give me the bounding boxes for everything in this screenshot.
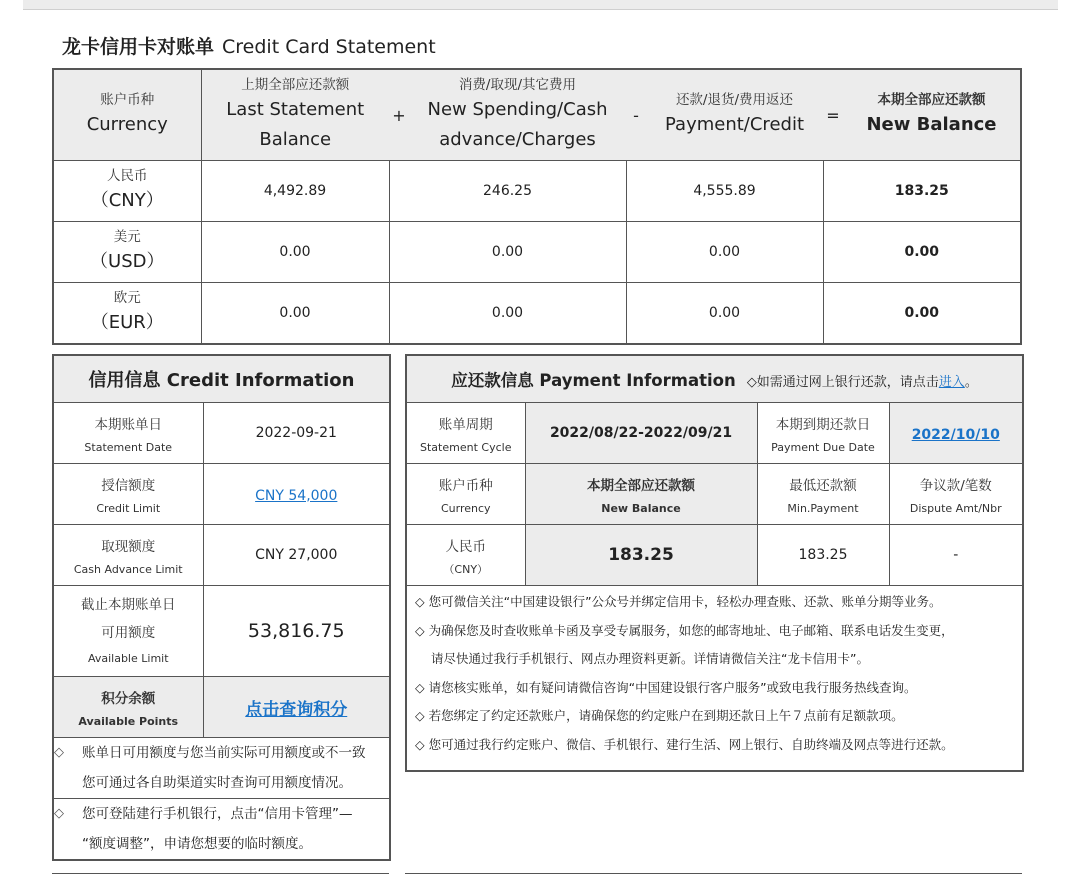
header-spend-en-2: advance/Charges (439, 129, 596, 150)
currency-en: Currency (440, 502, 491, 515)
page-title (62, 32, 436, 59)
payment-heading-row (406, 355, 1023, 403)
new-spending-cell: 0.00 (389, 283, 626, 345)
cycle-en: Statement Cycle (420, 441, 512, 454)
row-currency (53, 222, 201, 283)
row-currency (406, 525, 525, 586)
cycle-value: 2022/08/22-2022/09/21 (525, 403, 757, 464)
points-zh: 积分余额 (101, 691, 156, 707)
credit-note-2-cell (53, 799, 390, 861)
credit-limit-cell (203, 464, 390, 525)
header-new-en: New Balance (866, 114, 997, 135)
header-currency-zh: 账户币种 (100, 92, 155, 108)
new-balance-zh: 本期全部应还款额 (587, 478, 695, 494)
new-balance-value: 183.25 (525, 525, 757, 586)
header-spend-en-1: New Spending/Cash (427, 99, 608, 120)
note-1-line-2: 您可通过各自助渠道实时查询可用额度情况。 (82, 775, 352, 791)
credit-limit-link[interactable]: CNY 54,000 (255, 487, 338, 504)
statement-date-row (53, 403, 390, 464)
new-balance-cell: 183.25 (823, 161, 1021, 222)
cash-limit-zh: 取现额度 (101, 539, 156, 555)
title-zh: 龙卡信用卡对账单 (62, 36, 215, 58)
cycle-label (406, 403, 525, 464)
available-limit-value: 53,816.75 (203, 586, 390, 677)
payment-note: 请尽快通过我行手机银行、网点办理资料更新。详情请微信关注“龙卡信用卡”。 (431, 651, 869, 666)
points-row (53, 677, 390, 738)
new-spending-cell: 0.00 (389, 222, 626, 283)
payment-notes-row (406, 586, 1023, 772)
credit-limit-label (53, 464, 203, 525)
minus-operator: - (626, 69, 646, 161)
payment-notes (406, 586, 1023, 772)
row-currency-zh: 人民币 (445, 539, 486, 555)
min-payment-value: 183.25 (757, 525, 889, 586)
new-balance-cell: 0.00 (823, 283, 1021, 345)
payment-heading-cell (406, 355, 1023, 403)
currency-zh: 账户币种 (438, 478, 493, 494)
due-date-zh: 本期到期还款日 (775, 417, 871, 433)
cycle-zh: 账单周期 (438, 417, 493, 433)
online-suffix: 。 (964, 375, 978, 390)
header-payment-credit (646, 69, 823, 161)
payment-note: ◇ 您可微信关注“中国建设银行”公众号并绑定信用卡，轻松办理查账、还款、账单分期等业务。 (415, 594, 942, 609)
credit-limit-row (53, 464, 390, 525)
points-cell (203, 677, 390, 738)
note-1-line-1: 账单日可用额度与您当前实际可用额度或不一致 (82, 745, 366, 761)
online-banking-note (747, 375, 978, 390)
last-balance-cell: 0.00 (201, 222, 389, 283)
cycle-row (406, 403, 1023, 464)
summary-row-usd (53, 222, 1021, 283)
cash-limit-en: Cash Advance Limit (73, 563, 183, 576)
left-bottom-divider (52, 873, 389, 874)
points-label (53, 677, 203, 738)
payment-credit-cell: 0.00 (626, 283, 823, 345)
currency-zh: 欧元 (113, 290, 141, 306)
credit-note-1-cell (53, 738, 390, 799)
currency-zh: 美元 (113, 229, 141, 245)
cash-limit-value: CNY 27,000 (203, 525, 390, 586)
currency-code: （CNY） (90, 190, 164, 211)
currency-code: （USD） (90, 251, 165, 272)
summary-row-cny (53, 161, 1021, 222)
available-limit-en: Available Limit (87, 652, 169, 665)
payment-note: ◇ 您可通过我行约定账户、微信、手机银行、建行生活、网上银行、自助终端及网点等进行还款。 (415, 736, 954, 752)
dispute-zh: 争议款/笔数 (919, 478, 992, 494)
payment-heading: 应还款信息 Payment Information (451, 371, 736, 390)
payment-columns-row (406, 464, 1023, 525)
dispute-label (889, 464, 1023, 525)
header-currency-en: Currency (86, 114, 168, 135)
diamond-icon: ◇ (54, 745, 64, 760)
title-en: Credit Card Statement (222, 36, 436, 58)
statement-date-value: 2022-09-21 (203, 403, 390, 464)
header-new-zh: 本期全部应还款额 (877, 92, 986, 108)
dispute-en: Dispute Amt/Nbr (909, 502, 1002, 515)
currency-code: （EUR） (90, 312, 164, 333)
due-date-en: Payment Due Date (771, 441, 875, 454)
header-spend-zh: 消费/取现/其它费用 (458, 77, 577, 93)
online-prefix: ◇如需通过网上银行还款，请点击 (746, 375, 939, 390)
due-date-label (757, 403, 889, 464)
cash-limit-row (53, 525, 390, 586)
summary-row-eur (53, 283, 1021, 345)
due-date-cell (889, 403, 1023, 464)
last-balance-cell: 0.00 (201, 283, 389, 345)
payment-note: ◇ 请您核实账单，如有疑问请微信咨询“中国建设银行客户服务”或致电我行服务热线查询。 (415, 679, 917, 695)
credit-limit-en: Credit Limit (96, 502, 161, 515)
credit-heading: 信用信息 Credit Information (53, 355, 390, 403)
diamond-icon: ◇ (54, 806, 64, 821)
points-en: Available Points (78, 715, 179, 728)
note-2-line-1: 您可登陆建行手机银行，点击“信用卡管理”— (82, 806, 353, 822)
balance-summary-table (52, 68, 1022, 345)
new-balance-label (525, 464, 757, 525)
cash-limit-label (53, 525, 203, 586)
header-currency (53, 69, 201, 161)
payment-information-table (405, 354, 1024, 772)
due-date-link[interactable]: 2022/10/10 (911, 426, 1000, 443)
payment-note: ◇ 为确保您及时查收账单卡函及享受专属服务，如您的邮寄地址、电子邮箱、联系电话发生变更， (415, 622, 954, 638)
new-balance-cell: 0.00 (823, 222, 1021, 283)
currency-label (406, 464, 525, 525)
payment-credit-cell: 4,555.89 (626, 161, 823, 222)
header-pay-zh: 还款/退货/费用返还 (675, 92, 794, 108)
payment-note: ◇ 若您绑定了约定还款账户，请确保您的约定账户在到期还款日上午７点前有足额款项。 (415, 708, 904, 723)
min-payment-zh: 最低还款额 (789, 478, 857, 494)
top-bar (23, 0, 1058, 10)
online-banking-link[interactable]: 进入 (938, 375, 965, 390)
min-payment-label (757, 464, 889, 525)
dispute-value: - (889, 525, 1023, 586)
right-bottom-divider (405, 873, 1022, 874)
header-new-balance (843, 69, 1021, 161)
summary-header-row (53, 69, 1021, 161)
credit-heading-row (53, 355, 390, 403)
header-last-en-2: Balance (259, 129, 332, 150)
payment-credit-cell: 0.00 (626, 222, 823, 283)
credit-note-1 (53, 738, 390, 799)
statement-date-zh: 本期账单日 (94, 417, 162, 433)
statement-date-en: Statement Date (84, 441, 173, 454)
min-payment-en: Min.Payment (787, 502, 859, 515)
header-last-balance (201, 69, 389, 161)
note-2-line-2: “额度调整”，申请您想要的临时额度。 (82, 836, 312, 852)
available-limit-zh-2: 可用额度 (101, 625, 156, 641)
header-last-en-1: Last Statement (226, 99, 365, 120)
header-pay-en: Payment/Credit (665, 114, 804, 135)
equals-operator: = (823, 69, 843, 161)
credit-information-table (52, 354, 391, 861)
credit-limit-zh: 授信额度 (101, 478, 156, 494)
statement-date-label (53, 403, 203, 464)
query-points-link[interactable]: 点击查询积分 (245, 699, 348, 720)
plus-operator: + (389, 69, 409, 161)
currency-zh: 人民币 (107, 168, 148, 184)
row-currency (53, 283, 201, 345)
available-limit-zh-1: 截止本期账单日 (81, 597, 176, 613)
available-limit-label (53, 586, 203, 677)
credit-note-2 (53, 799, 390, 861)
payment-values-row (406, 525, 1023, 586)
row-currency-code: （CNY） (443, 563, 489, 576)
new-spending-cell: 246.25 (389, 161, 626, 222)
header-last-zh: 上期全部应还款额 (241, 77, 350, 93)
available-limit-row (53, 586, 390, 677)
new-balance-en: New Balance (601, 502, 681, 515)
last-balance-cell: 4,492.89 (201, 161, 389, 222)
header-new-spending (409, 69, 626, 161)
row-currency (53, 161, 201, 222)
